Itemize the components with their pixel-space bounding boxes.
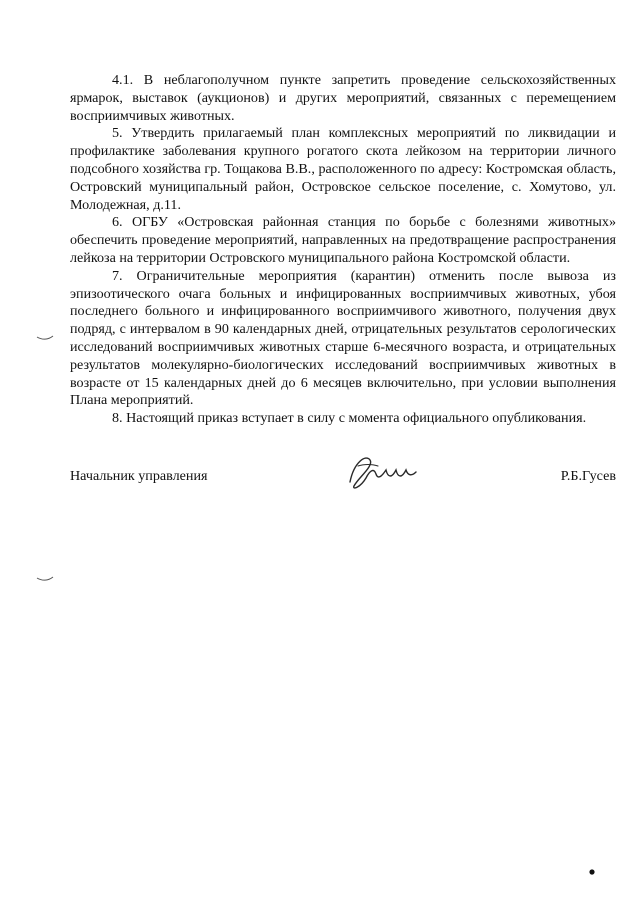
paragraph-8: 8. Настоящий приказ вступает в силу с момента официального опубликования.	[112, 410, 587, 427]
order-body	[70, 72, 616, 428]
signer-position: Начальник управления	[70, 468, 208, 484]
paragraph-5: 5. Утвердить прилагаемый план комплексных мероприятий по ликвидации и профилактике заболевания крупного рогатого скота лейкозом на территории личного подсобного хозяйства гр. Тощакова В.В., расположенного по адресу: Костромская область, Островский муниципальный район, Островское сельское поселение, с. Хомутово, ул. Молодежная, д.11.	[70, 125, 616, 213]
paragraph-6: 6. ОГБУ «Островская районная станция по борьбе с болезнями животных» обеспечить проведение мероприятий, направленных на предотвращение распространения лейкоза на территории Островского муниципального района Костромской области.	[70, 214, 616, 266]
scan-dot-mark	[588, 868, 596, 876]
signature-block	[70, 460, 616, 500]
scan-margin-mark	[36, 334, 54, 342]
handwritten-signature	[344, 452, 418, 492]
paragraph-7: 7. Ограничительные мероприятия (карантин) отменить после вывоза из эпизоотического очага больных и инфицированных восприимчивых животных, убоя последнего больного и инфицированного восприимчивого животного, получения двух подряд, с интервалом в 90 календарных дней, отрицательных результатов серологических исследований восприимчивых животных старше 6-месячного возраста, и отрицательных результатов молекулярно-биологических исследований восприимчивых животных в возрасте от 15 календарных дней до 6 месяцев включительно, при условии выполнения Плана мероприятий.	[70, 267, 616, 409]
scan-margin-mark	[36, 575, 54, 583]
paragraph-4-1: 4.1. В неблагополучном пункте запретить проведение сельскохозяйственных ярмарок, выставок (аукционов) и других мероприятий, связанных с перемещением восприимчивых животных.	[70, 72, 616, 124]
signer-name: Р.Б.Гусев	[560, 468, 616, 484]
